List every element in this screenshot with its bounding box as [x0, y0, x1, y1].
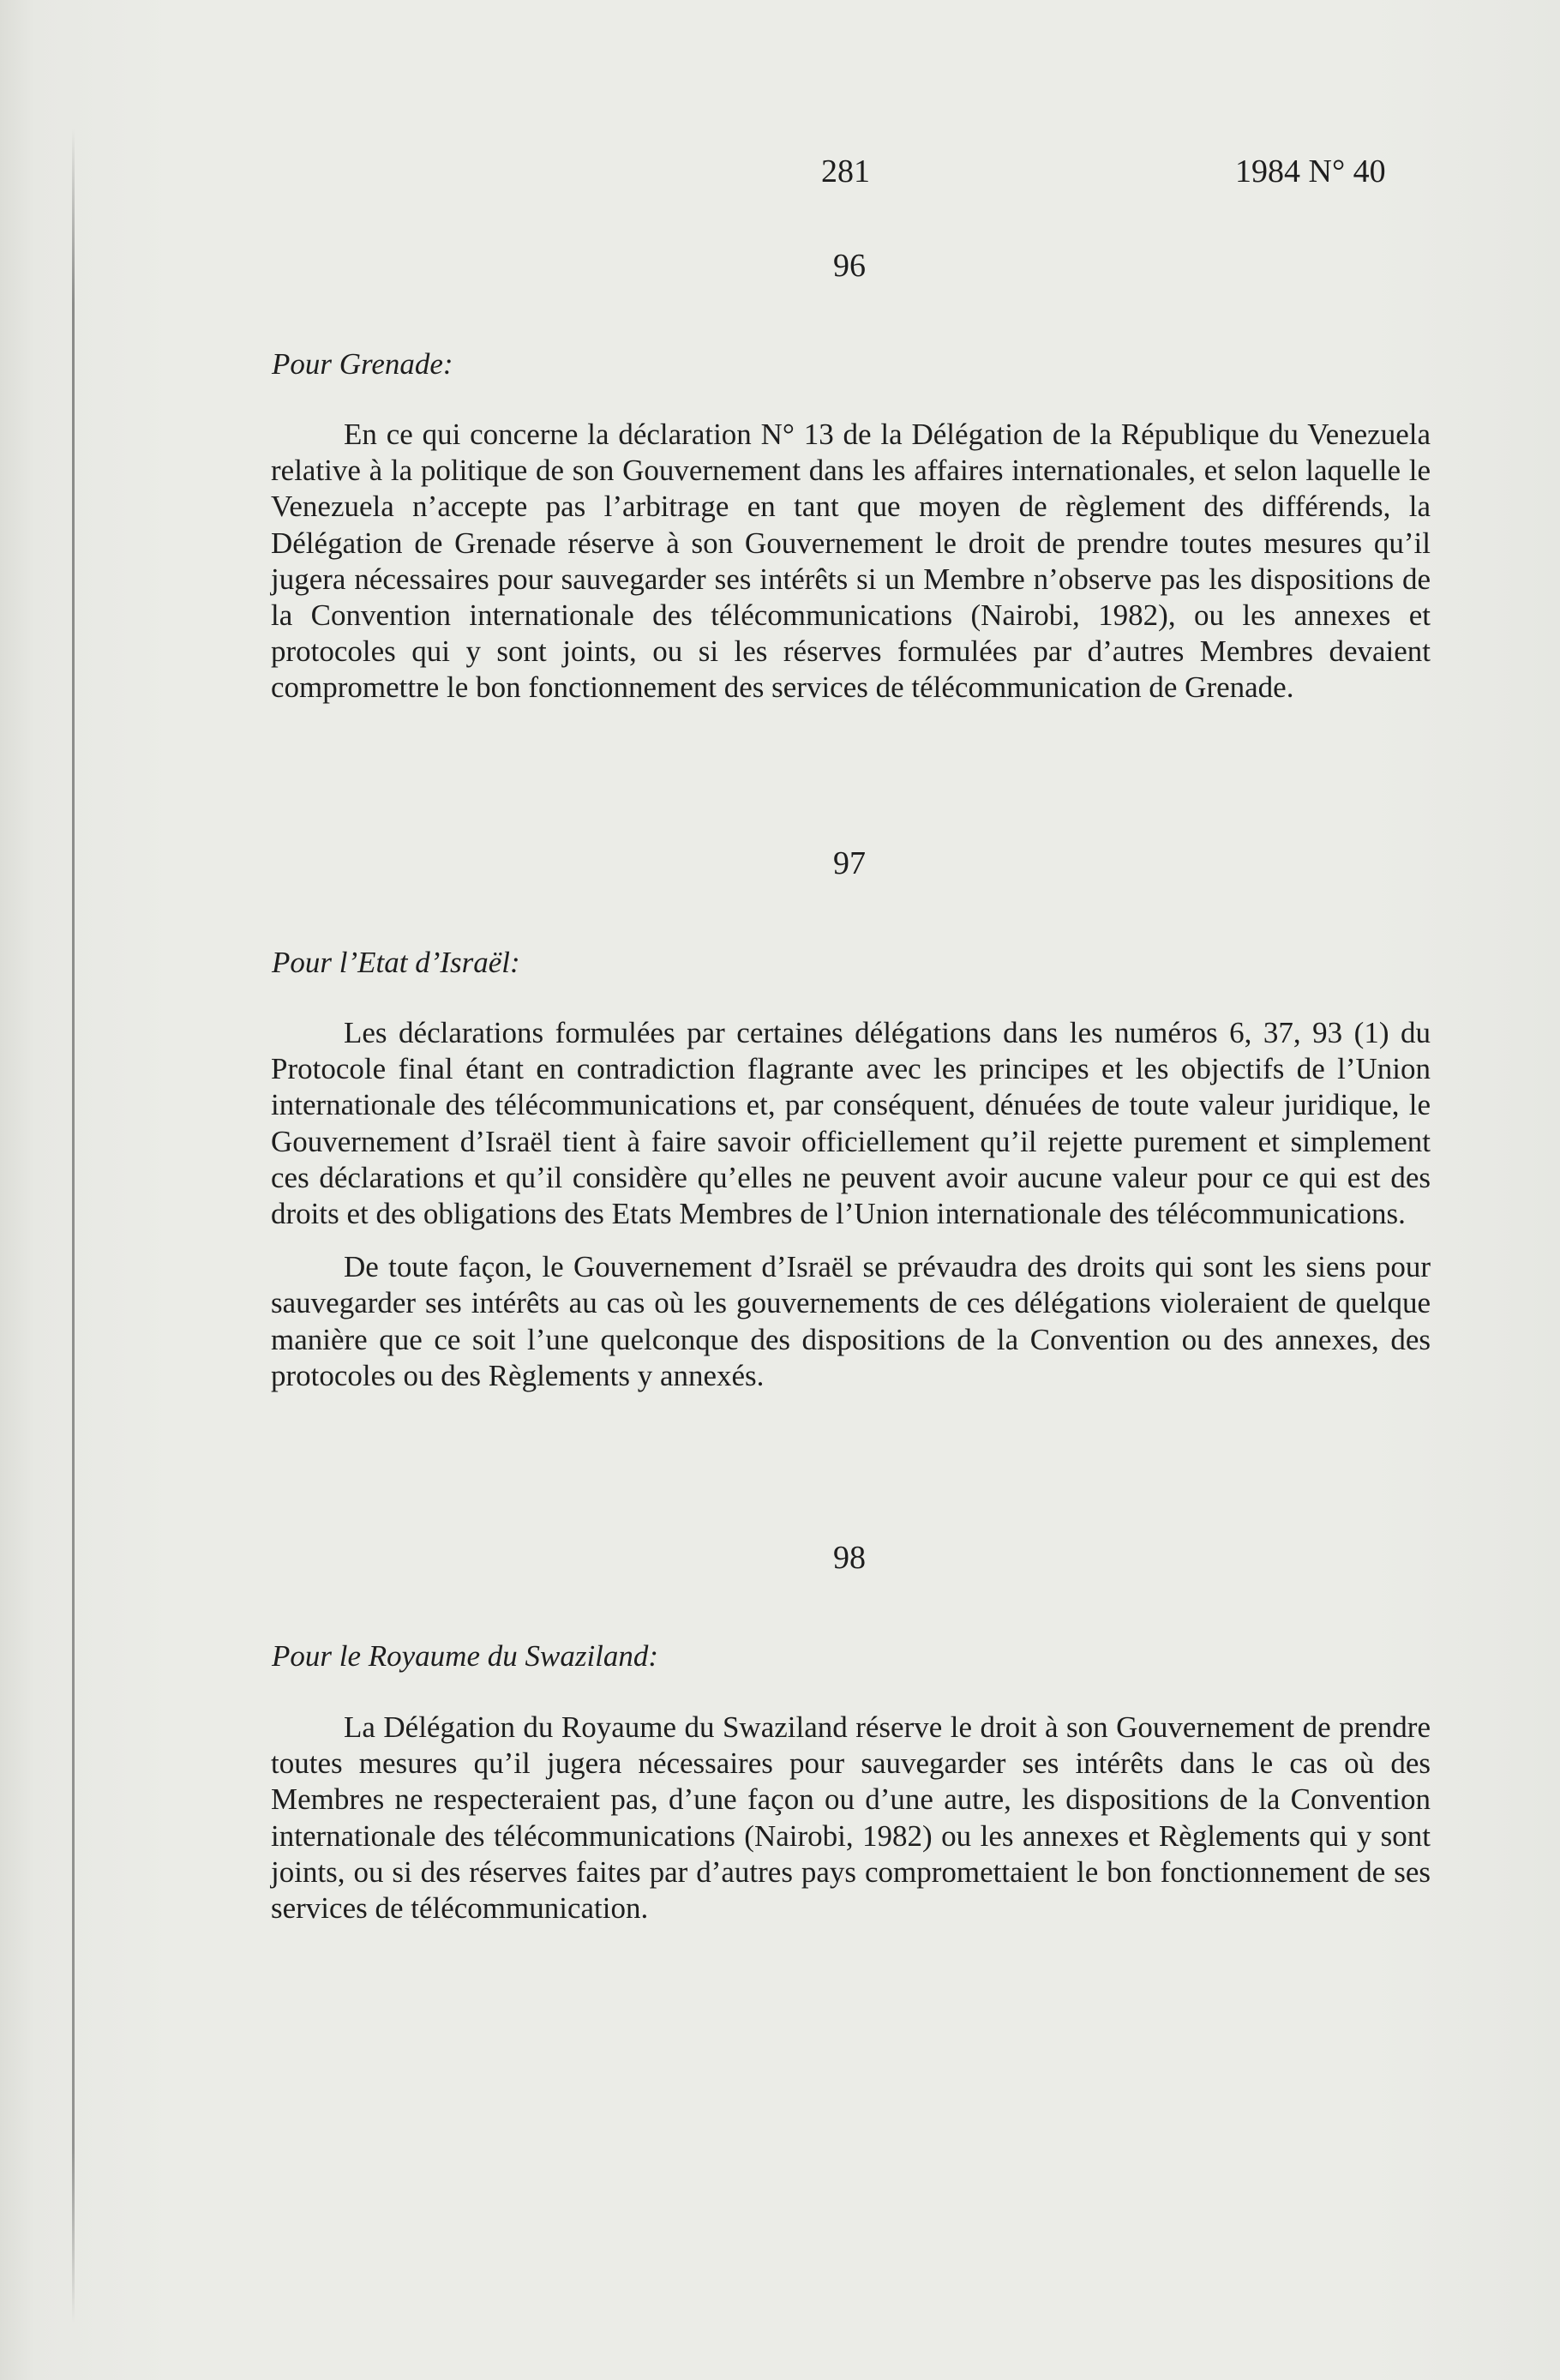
page-number: 281: [821, 153, 870, 189]
section-heading-grenade: Pour Grenade:: [272, 347, 453, 381]
section-heading-israel: Pour l’Etat d’Israël:: [272, 946, 520, 979]
section-body-israel: [271, 1015, 1431, 1411]
section-body-grenade: [271, 417, 1431, 724]
section-heading-swaziland: Pour le Royaume du Swaziland:: [272, 1639, 659, 1673]
paragraph: Les déclarations formulées par certaines délégations dans les numéros 6, 37, 93 (1) du Protocole final étant en contradiction flagrante avec les principes et les objectifs de l’Union internationale des télécommunications et, par conséquent, dénuées de toute valeur juridique, le Gouvernement d’Israël tient à faire savoir officiellement qu’il rejette purement et simplement ces déclarations et qu’il considère qu’elles ne peuvent avoir aucune valeur pour ce qui est des droits et des obligations des Etats Membres de l’Union internationale des télécommunications.: [271, 1016, 1431, 1231]
page-header: [0, 153, 1560, 195]
section-number-97: 97: [833, 845, 866, 881]
paragraph: En ce qui concerne la déclaration N° 13 de la Délégation de la République du Venezuela relative à la politique de son Gouvernement dans les affaires internationales, et selon laquelle le Venezuela n’accepte pas l’arbitrage en tant que moyen de règlement des différends, la Délégation de Grenade réserve à son Gouvernement le droit de prendre toutes mesures qu’il jugera nécessaires pour sauvegarder ses intérêts si un Membre n’observe pas les dispositions de la Convention internationale des télécommunications (Nairobi, 1982), ou les annexes et protocoles qui y sont joints, ou si les réserves formulées par d’autres Membres devaient compromettre le bon fonctionnement des services de télécommunication de Grenade.: [271, 418, 1431, 705]
section-number-98: 98: [833, 1540, 866, 1576]
paragraph: La Délégation du Royaume du Swaziland réserve le droit à son Gouvernement de prendre toutes mesures qu’il jugera nécessaires pour sauvegarder ses intérêts dans le cas où des Membres ne respecteraient pas, d’une façon ou d’une autre, les dispositions de la Convention internationale des télécommunications (Nairobi, 1982) ou les annexes et Règlements qui y sont joints, ou si des réserves faites par d’autres pays compromettaient le bon fonctionnement de ses services de télécommunication.: [271, 1710, 1431, 1926]
binding-shadow-line: [72, 129, 75, 2323]
paragraph: De toute façon, le Gouvernement d’Israël se prévaudra des droits qui sont les siens pour sauvegarder ses intérêts au cas où les gouvernements de ces délégations violeraient de quelque manière que ce soit l’une quelconque des dispositions de la Convention ou des annexes, des protocoles ou des Règlements y annexés.: [271, 1250, 1431, 1392]
section-body-swaziland: [271, 1710, 1431, 1944]
document-reference: 1984 N° 40: [1235, 153, 1386, 189]
section-number-96: 96: [833, 248, 866, 284]
